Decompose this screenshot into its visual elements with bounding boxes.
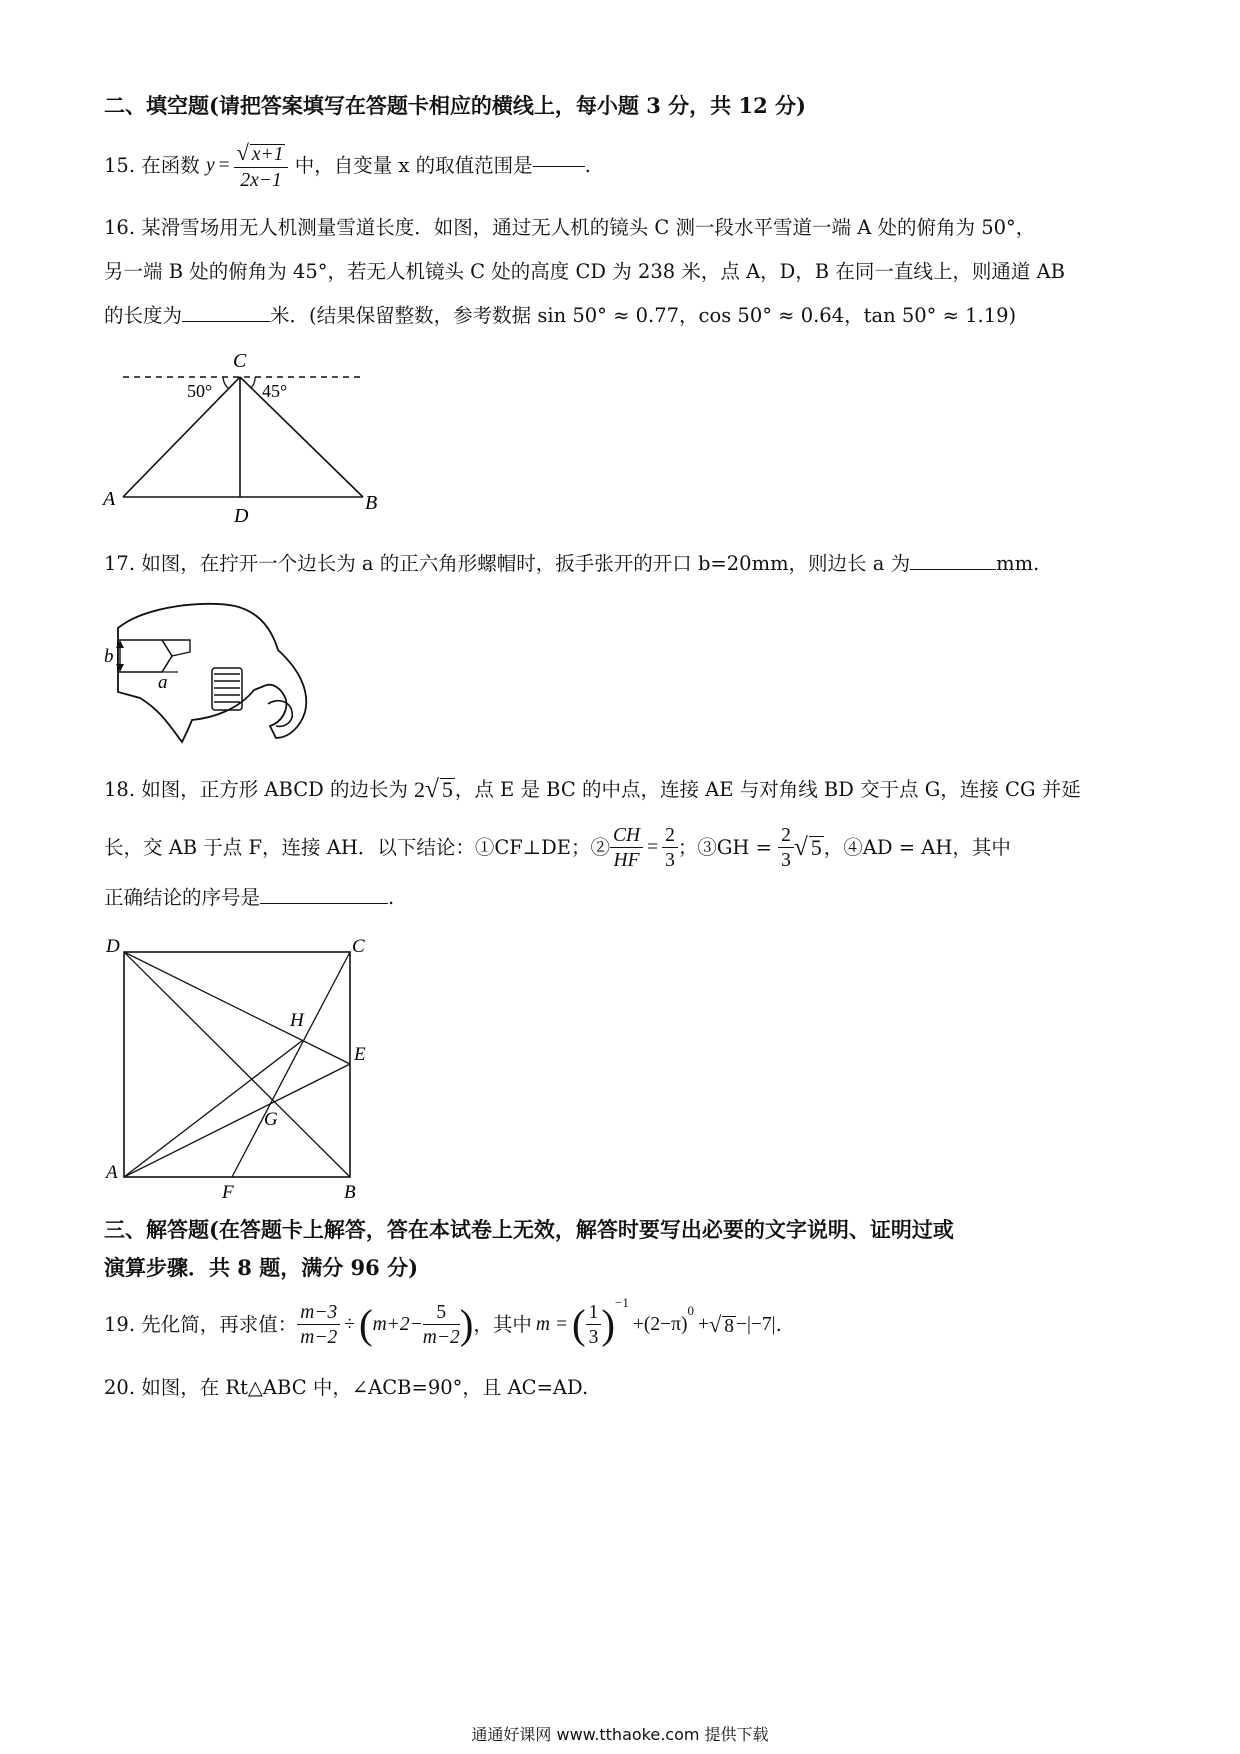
q18-answer-blank[interactable] <box>260 903 388 904</box>
angle-arc-right <box>251 377 255 388</box>
label-G: G <box>264 1109 278 1130</box>
q17-answer-blank[interactable] <box>910 569 996 570</box>
q16-answer-blank[interactable] <box>182 321 270 322</box>
label-H: H <box>290 1010 304 1031</box>
question-20 <box>104 1378 588 1398</box>
label-a: a <box>158 672 168 693</box>
q18-ratio-value: $\frac{2}{3}$ <box>662 826 678 871</box>
q17-text: 如图，在拧开一个边长为 a 的正六角形螺帽时，扳手张开的开口 b=20mm，则边长 a 为 <box>141 552 911 575</box>
q18-square-figure <box>100 930 380 1200</box>
q15-post: 中，自变量 x 的取值范围是 <box>294 154 533 178</box>
q15-pre: 在函数 <box>141 154 200 178</box>
question-19: 19. 先化简，再求值： $\frac{m-3}{m-2}$ ÷ ( m+2− $\frac{5}{m-2}$ ) ，其中 m = ( $\frac{1}{3}$ ) $^{-1}$ +(2−π) $^0$ + √ 8 −|−7| . <box>104 1295 782 1348</box>
hex-nut-jaw <box>118 640 172 672</box>
q18-conclusion-3: ；③GH = <box>677 836 772 860</box>
q18-line-3: 正确结论的序号是 . <box>104 886 395 909</box>
q19-fraction-1: $\frac{m-3}{m-2}$ <box>297 1303 340 1348</box>
q18-text-1-post: ，点 E 是 BC 的中点，连接 AE 与对角线 BD 交于点 G，连接 CG 并延 <box>454 778 1081 802</box>
label-A: A <box>106 1162 118 1183</box>
label-B: B <box>344 1182 356 1200</box>
q18-gh-fraction: $\frac{2}{3}$ <box>778 826 794 871</box>
q17-unit: mm. <box>996 552 1040 575</box>
section-2-title: 二、填空题(请把答案填写在答题卡相应的横线上，每小题 3 分，共 12 分) <box>104 93 806 118</box>
q18-number: 18. <box>104 778 136 802</box>
q15-numerator: x+1 <box>251 144 284 165</box>
q15-end: . <box>584 154 591 178</box>
q15-number: 15. <box>104 154 136 178</box>
label-A: A <box>103 488 116 510</box>
line-CA <box>123 377 240 497</box>
angle-50-label: 50° <box>187 381 213 401</box>
q16-figure <box>95 345 395 530</box>
q17-number: 17. <box>104 552 136 575</box>
line-CF <box>232 952 350 1177</box>
label-C: C <box>352 936 365 957</box>
q16-line-2: 另一端 B 处的俯角为 45°，若无人机镜头 C 处的高度 CD 为 238 米，点 A，D，B 在同一直线上，则通道 AB <box>104 260 1065 283</box>
q19-fraction-2: $\frac{5}{m-2}$ <box>422 1301 460 1348</box>
q15-answer-blank[interactable] <box>533 166 585 167</box>
section-3-title-line-2: 演算步骤．共 8 题，满分 96 分) <box>104 1255 419 1280</box>
q16-line-1 <box>104 218 1035 238</box>
angle-arc-left <box>223 377 229 389</box>
q18-conclusion-4: ，④AD = AH，其中 <box>823 836 1011 860</box>
q15-y: y <box>205 155 215 177</box>
label-D: D <box>234 505 249 527</box>
q15-fraction: $\frac{√ x+1}{2x-1}$ <box>234 142 289 190</box>
label-B: B <box>365 492 378 514</box>
q18-line-1 <box>104 772 1081 808</box>
q16-text-3-pre: 的长度为 <box>104 304 183 327</box>
question-15 <box>104 136 591 196</box>
section-3-title-line-1: 三、解答题(在答题卡上解答，答在本试卷上无效，解答时要写出必要的文字说明、证明过或 <box>104 1217 954 1242</box>
q18-side-length: 2√ 5 <box>413 775 453 804</box>
diagonal-DB <box>124 952 350 1177</box>
q20-text: 如图，在 Rt△ABC 中，∠ACB=90°，且 AC=AD. <box>141 1376 589 1399</box>
question-17 <box>104 554 1039 574</box>
label-F: F <box>222 1182 234 1200</box>
label-C: C <box>233 350 247 372</box>
label-b: b <box>104 646 114 667</box>
q16-number: 16. <box>104 216 136 239</box>
q15-denominator: 2x−1 <box>240 169 282 191</box>
angle-45-label: 45° <box>262 381 288 401</box>
q18-text-2-pre: 长，交 AB 于点 F，连接 AH．以下结论：①CF⊥DE；② <box>104 836 610 860</box>
q19-text: 先化简，再求值： <box>141 1313 298 1337</box>
q18-text-1: 如图，正方形 ABCD 的边长为 <box>141 778 408 802</box>
line-DE <box>124 952 350 1064</box>
q20-number: 20. <box>104 1376 136 1399</box>
q18-line-2: 长，交 AB 于点 F，连接 AH．以下结论：①CF⊥DE；② $\frac{CH}{HF}$ = $\frac{2}{3}$ ；③GH = $\frac{2}{3}$ √ 5 ，④AD = AH，其中 <box>104 824 1011 871</box>
wrench-hole <box>268 701 292 727</box>
q16-line-3 <box>104 306 1016 326</box>
q19-fraction-3: $\frac{1}{3}$ <box>586 1303 602 1348</box>
footer-source: 通通好课网 www.tthaoke.com 提供下载 <box>471 1725 769 1744</box>
q19-number: 19. <box>104 1313 136 1337</box>
q16-text-1: 某滑雪场用无人机测量雪道长度．如图，通过无人机的镜头 C 测一段水平雪道一端 A 处的俯角为 50°， <box>141 216 1036 239</box>
line-CB <box>240 377 363 497</box>
q15-eq: = <box>218 155 230 177</box>
q18-ratio-fraction: $\frac{CH}{HF}$ <box>610 826 643 871</box>
q18-text-3: 正确结论的序号是 <box>104 886 261 909</box>
q16-text-3-post: 米．(结果保留整数，参考数据 sin 50° ≈ 0.77，cos 50° ≈ 0.64，tan 50° ≈ 1.19) <box>270 304 1017 327</box>
label-D: D <box>106 936 120 957</box>
q17-wrench-figure <box>100 600 315 750</box>
label-E: E <box>354 1044 366 1065</box>
line-AE <box>124 1064 350 1177</box>
